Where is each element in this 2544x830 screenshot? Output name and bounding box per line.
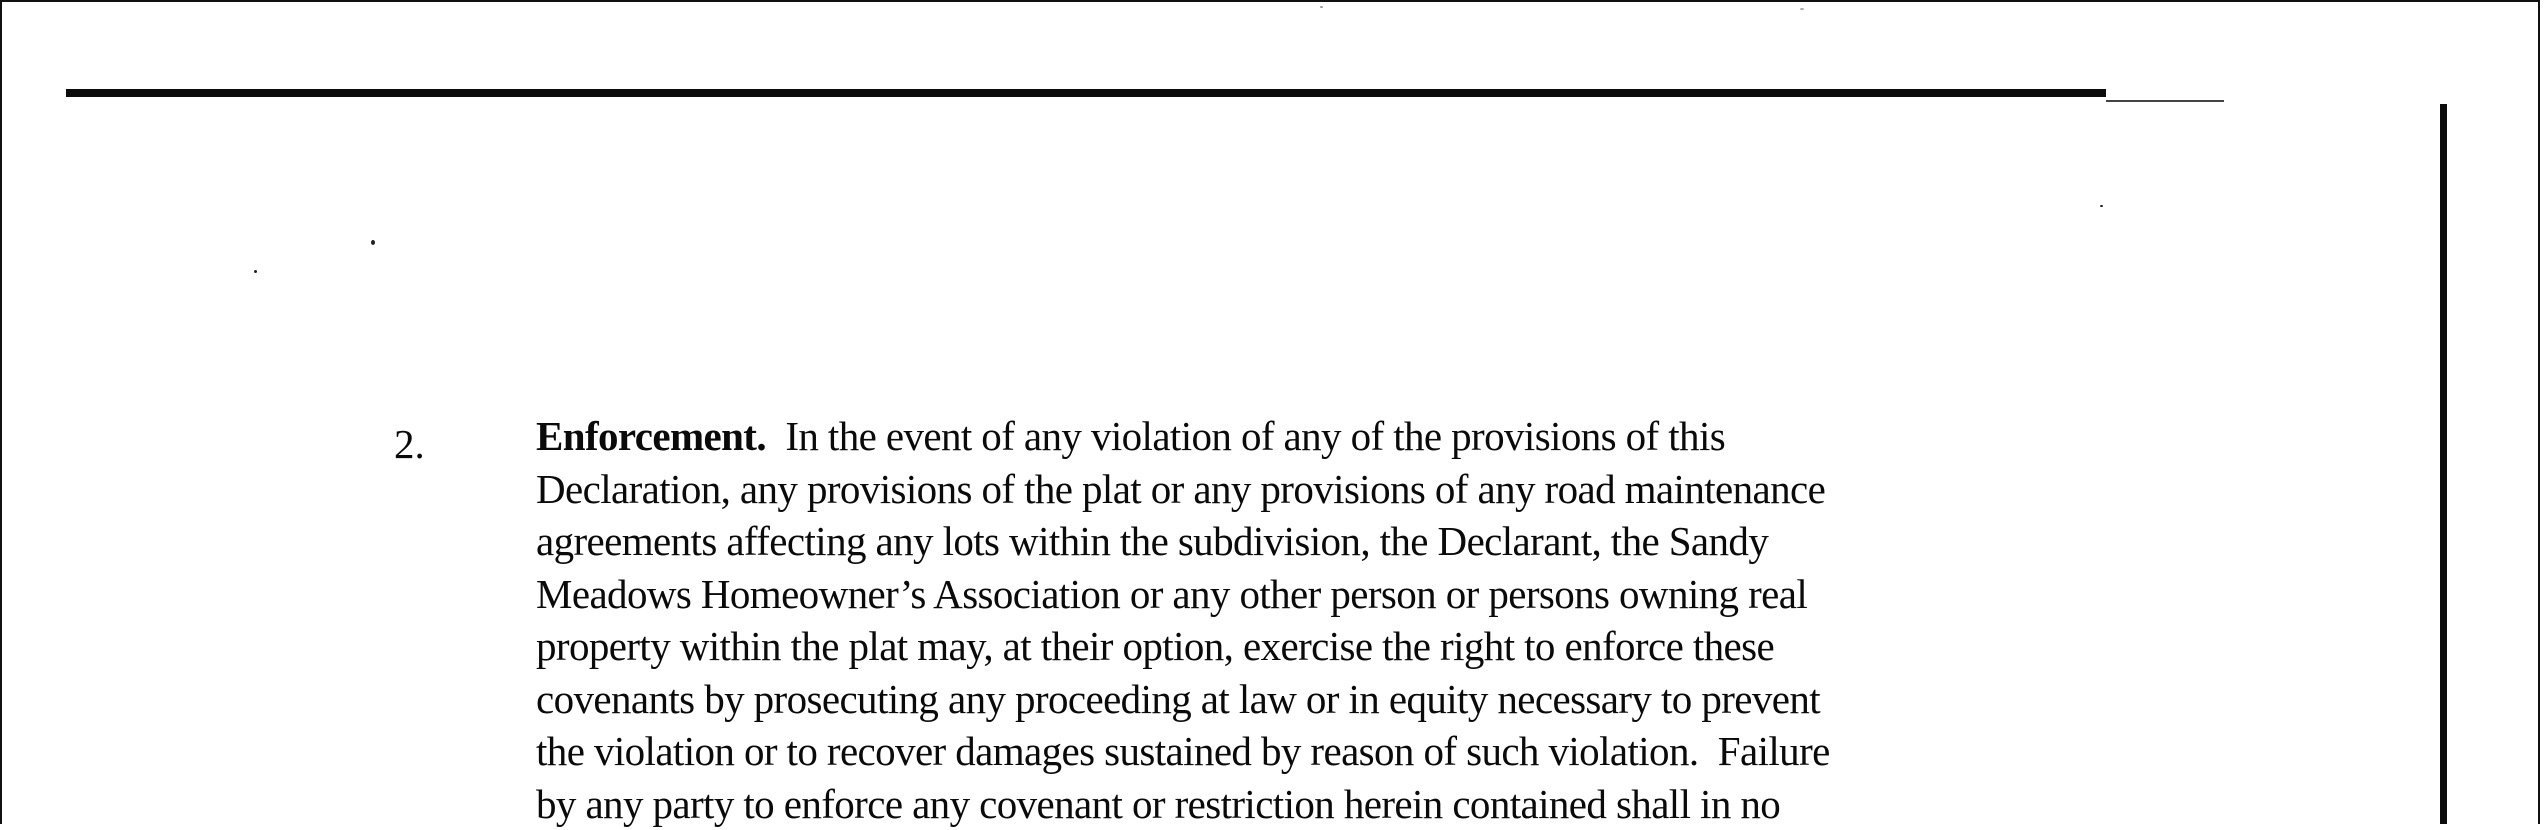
scan-speck xyxy=(254,270,257,273)
header-rule xyxy=(66,89,2106,97)
header-rule-tail xyxy=(2106,100,2224,102)
section-line-1 xyxy=(536,410,2236,463)
scan-speck xyxy=(1800,8,1804,10)
section-heading: Enforcement. xyxy=(536,413,766,459)
scan-speck xyxy=(371,240,375,245)
scan-speck xyxy=(1320,6,1323,8)
section-line-1-text: In the event of any violation of any of the provisions of this xyxy=(766,413,1725,459)
section-line: by any party to enforce any covenant or restriction herein contained shall in no xyxy=(536,778,2236,830)
section-number: 2. xyxy=(394,418,425,470)
section-line: property within the plat may, at their option, exercise the right to enforce these xyxy=(536,620,2236,673)
section-body xyxy=(536,410,2236,830)
scan-edge-bar xyxy=(2440,104,2447,824)
section-line: covenants by prosecuting any proceeding at law or in equity necessary to prevent xyxy=(536,673,2236,726)
scan-speck xyxy=(2100,205,2103,207)
section-line: Declaration, any provisions of the plat or any provisions of any road maintenance xyxy=(536,463,2236,516)
section-line: agreements affecting any lots within the subdivision, the Declarant, the Sandy xyxy=(536,515,2236,568)
section-line: the violation or to recover damages sustained by reason of such violation. Failure xyxy=(536,725,2236,778)
section-line: Meadows Homeowner’s Association or any other person or persons owning real xyxy=(536,568,2236,621)
